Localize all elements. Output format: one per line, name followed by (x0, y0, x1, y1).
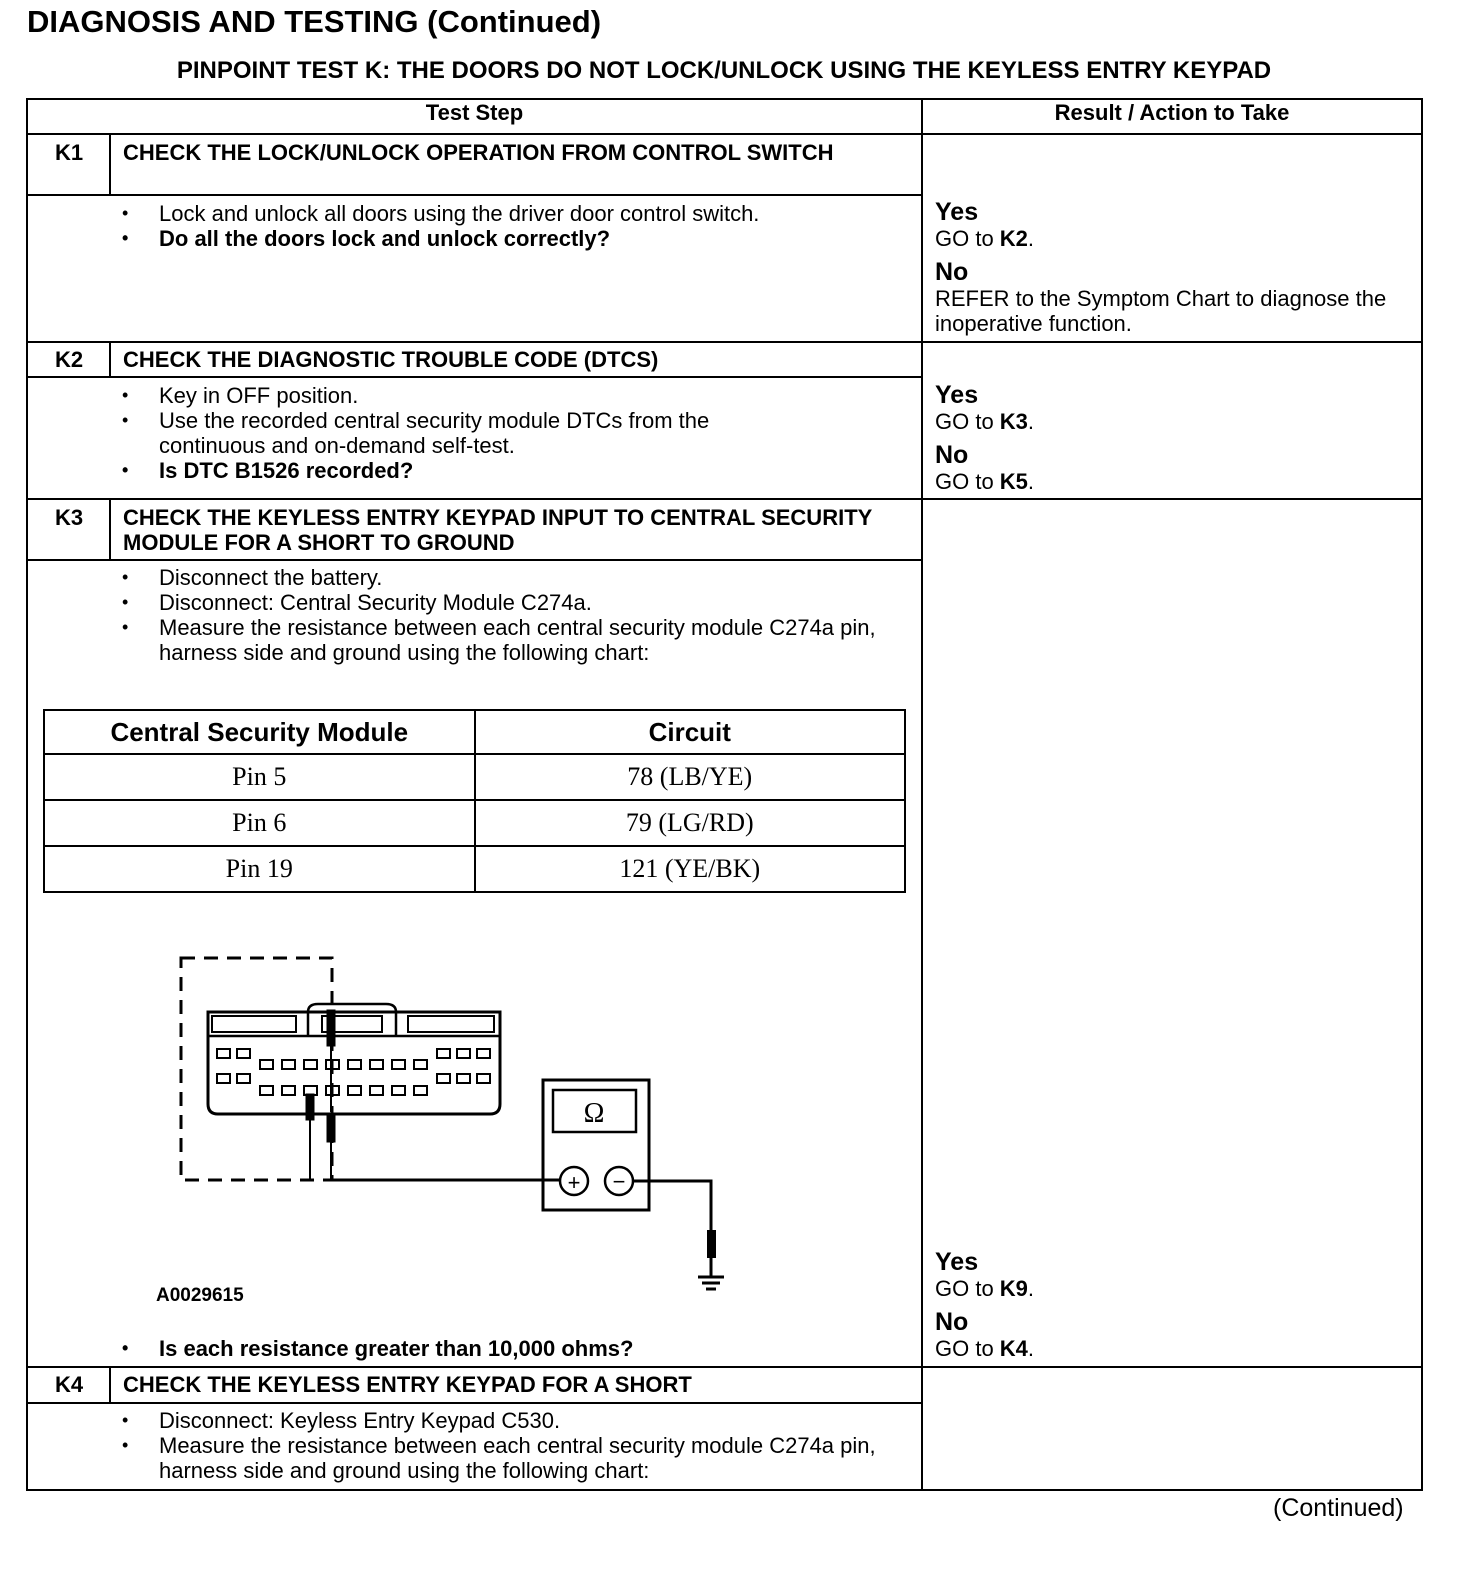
no-action: GO to K4. (935, 1336, 1035, 1361)
column-header-result: Result / Action to Take (1054, 100, 1290, 125)
bullet-question: • Do all the doors lock and unlock correctly? (122, 226, 912, 251)
bullet: • Measure the resistance between each central security module C274a pin, harness side and ground using the following chart: (122, 615, 879, 665)
step-id: K3 (54, 505, 84, 530)
step-id: K1 (54, 140, 84, 165)
pin-header-circuit: Circuit (475, 710, 906, 754)
pin-cell: Pin 5 (44, 754, 475, 800)
test-title: PINPOINT TEST K: THE DOORS DO NOT LOCK/UNLOCK USING THE KEYLESS ENTRY KEYPAD (176, 57, 1272, 84)
bullet-question: • Is DTC B1526 recorded? (122, 458, 912, 483)
bullet: • Measure the resistance between each central security module C274a pin, harness side and ground using the following chart: (122, 1433, 879, 1483)
yes-label: Yes (935, 381, 979, 409)
pin-cell: Pin 6 (44, 800, 475, 846)
yes-action: GO to K3. (935, 409, 1035, 434)
step-id: K2 (54, 347, 84, 372)
no-label: No (935, 441, 969, 469)
yes-action: GO to K9. (935, 1276, 1035, 1301)
step-title: CHECK THE LOCK/UNLOCK OPERATION FROM CONTROL SWITCH (123, 140, 834, 165)
bullet: • Disconnect: Central Security Module C274a. (122, 590, 912, 615)
plus-symbol: + (567, 1170, 581, 1195)
step-question (122, 1336, 912, 1361)
minus-symbol: − (612, 1169, 626, 1194)
bullet: • Disconnect: Keyless Entry Keypad C530. (122, 1408, 912, 1433)
pin-cell: Pin 19 (44, 846, 475, 892)
circuit-cell: 78 (LB/YE) (475, 754, 906, 800)
connector-slots (217, 1049, 490, 1095)
yes-label: Yes (935, 198, 979, 226)
bullet: • Use the recorded central security module DTCs from the continuous and on-demand self-test. (122, 408, 809, 458)
connector-body (208, 1012, 500, 1114)
result-block (935, 1249, 1420, 1361)
circuit-cell: 79 (LG/RD) (475, 800, 906, 846)
no-label: No (935, 1308, 969, 1336)
yes-label: Yes (935, 1248, 979, 1276)
page-title: DIAGNOSIS AND TESTING (Continued) (27, 4, 602, 39)
ground-icon (698, 1258, 724, 1289)
step-title: CHECK THE DIAGNOSTIC TROUBLE CODE (DTCS) (123, 347, 659, 372)
step-title: CHECK THE KEYLESS ENTRY KEYPAD FOR A SHORT (123, 1372, 692, 1397)
no-action: REFER to the Symptom Chart to diagnose the inoperative function. (935, 286, 1387, 336)
yes-action: GO to K2. (935, 226, 1035, 251)
bullet-question: • Is each resistance greater than 10,000 ohms? (122, 1336, 912, 1361)
figure-id: A0029615 (156, 1285, 244, 1306)
step-bullets (122, 1408, 912, 1483)
step-title: CHECK THE KEYLESS ENTRY KEYPAD INPUT TO CENTRAL SECURITY MODULE FOR A SHORT TO GROUND (123, 505, 872, 555)
pin-header-module: Central Security Module (44, 710, 475, 754)
step-id: K4 (54, 1372, 84, 1397)
continued-label: (Continued) (1273, 1494, 1404, 1522)
column-header-test-step: Test Step (425, 100, 524, 125)
no-label: No (935, 258, 969, 286)
ground-lead (633, 1181, 711, 1232)
bullet: • Disconnect the battery. (122, 565, 912, 590)
ohm-symbol: Ω (583, 1098, 605, 1129)
circuit-cell: 121 (YE/BK) (475, 846, 906, 892)
bullet: • Key in OFF position. (122, 383, 912, 408)
no-action: GO to K5. (935, 469, 1035, 494)
bullet: • Lock and unlock all doors using the driver door control switch. (122, 201, 912, 226)
